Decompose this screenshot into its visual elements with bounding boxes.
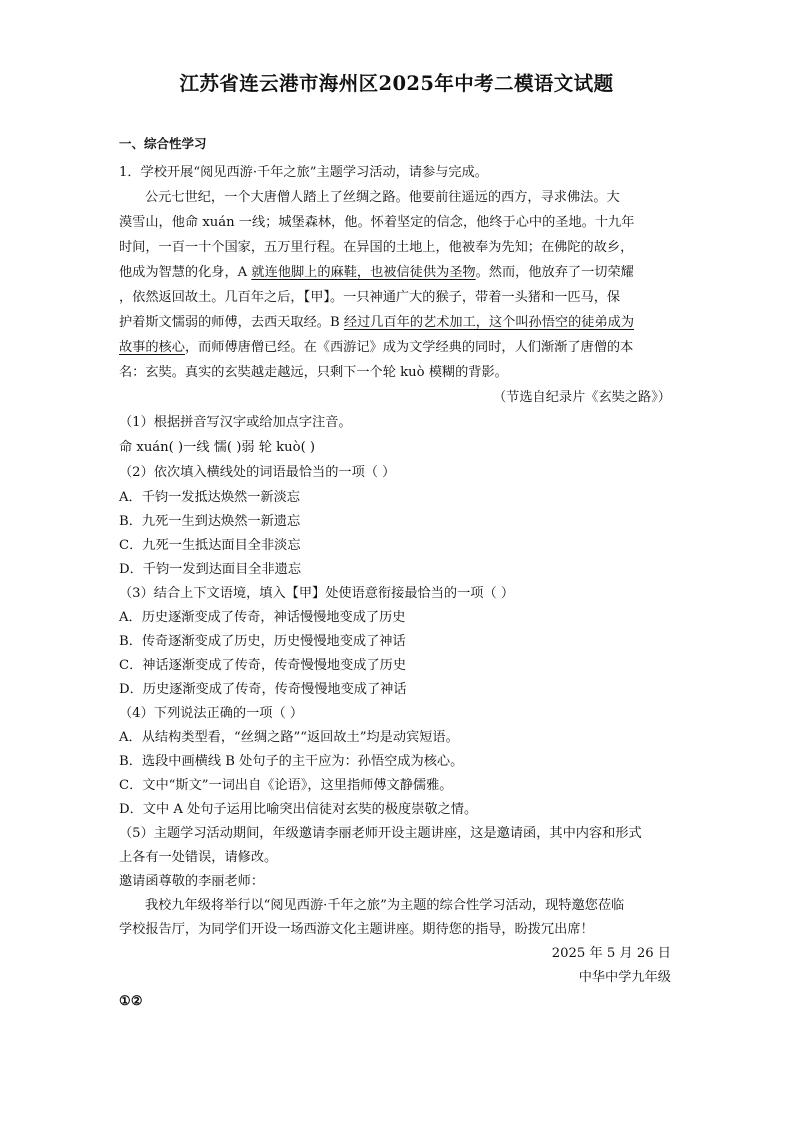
sub2-option-b: B．九死一生到达焕然一新遗忘 bbox=[119, 514, 301, 529]
invitation-body-line-1: 我校九年级将举行以“阅见西游·千年之旅”为主题的综合性学习活动，现特邀您莅临 bbox=[145, 898, 625, 913]
sub-question-1: （1）根据拼音写汉字或给加点字注音。 bbox=[119, 415, 352, 430]
sub2-option-d: D．千钧一发到达面目全非遗忘 bbox=[119, 562, 302, 577]
passage-source: （节选自纪录片《玄奘之路》） bbox=[492, 390, 671, 405]
invitation-body-line-2: 学校报告厅，为同学们开设一场西游文化主题讲座。期待您的指导，盼拨冗出席！ bbox=[119, 922, 594, 937]
passage-line-1: 公元七世纪，一个大唐僧人踏上了丝绸之路。他要前往遥远的西方，寻求佛法。大 bbox=[145, 190, 620, 205]
passage-line-5: ，依然返回故土。几百年之后，【甲】。一只神通广大的猴子，带着一头猪和一匹马，保 bbox=[119, 290, 621, 305]
section-heading: 一、综合性学习 bbox=[119, 136, 207, 151]
invitation-date: 2025 年 5 月 26 日 bbox=[551, 946, 671, 961]
sub3-option-a: A．历史逐渐变成了传奇，神话慢慢地变成了历史 bbox=[119, 610, 406, 625]
sub3-option-b: B．传奇逐渐变成了历史，历史慢慢地变成了神话 bbox=[119, 634, 406, 649]
passage-line-4 bbox=[119, 265, 634, 281]
passage-line-6 bbox=[119, 315, 634, 331]
sub3-option-c: C．神话逐渐变成了传奇，传奇慢慢地变成了历史 bbox=[119, 658, 407, 673]
passage-line-2: 漠雪山，他命 xuán 一线；城堡森林，他。怀着坚定的信念，他终于心中的圣地。十九年 bbox=[119, 215, 635, 230]
answer-marks: ①② bbox=[119, 994, 143, 1009]
underlined-sentence-b-end: 故事的核心 bbox=[119, 340, 185, 355]
sub-question-5-line-2: 上各有一处错误，请修改。 bbox=[119, 850, 278, 865]
sub4-option-a: A．从结构类型看，“丝绸之路”“返回故土”均是动宾短语。 bbox=[119, 730, 459, 745]
passage-line-3: 时间，一百一十个国家，五万里行程。在异国的土地上，他被奉为先知；在佛陀的故乡， bbox=[119, 240, 634, 255]
passage-line-7-b: ，而师傅唐僧已经。在《西游记》成为文学经典的同时，人们渐渐了唐僧的本 bbox=[184, 340, 634, 355]
invitation-signer: 中华中学九年级 bbox=[578, 970, 671, 985]
sub-question-5-line-1: （5）主题学习活动期间，年级邀请李丽老师开设主题讲座，这是邀请函，其中内容和形式 bbox=[119, 826, 642, 841]
sub4-option-b: B．选段中画横线 B 处句子的主干应为：孙悟空成为核心。 bbox=[119, 754, 464, 769]
invitation-greeting: 邀请函尊敬的李丽老师： bbox=[119, 874, 265, 889]
sub-question-2: （2）依次填入横线处的词语最恰当的一项（ ） bbox=[119, 465, 396, 480]
pinyin-fill-line: 命 xuán( )一线 懦( )弱 轮 kuò( ) bbox=[119, 440, 316, 455]
passage-line-6-a: 护着斯文懦弱的师傅，去西天取经。B bbox=[119, 315, 344, 330]
passage-line-8: 名：玄奘。真实的玄奘越走越远，只剩下一个轮 kuò 模糊的背影。 bbox=[119, 365, 508, 380]
underlined-sentence-a: 就连他脚上的麻鞋，也被信徒供为圣物 bbox=[251, 265, 476, 280]
page-title: 江苏省连云港市海州区2025年中考二模语文试题 bbox=[179, 72, 614, 95]
sub4-option-d: D．文中 A 处句子运用比喻突出信徒对玄奘的极度崇敬之情。 bbox=[119, 802, 478, 817]
sub2-option-a: A．千钧一发抵达焕然一新淡忘 bbox=[119, 490, 300, 505]
passage-line-4-a: 他成为智慧的化身，A bbox=[119, 265, 252, 280]
sub-question-4: （4）下列说法正确的一项（ ） bbox=[119, 706, 304, 721]
underlined-sentence-b: 经过几百年的艺术加工，这个叫孙悟空的徒弟成为 bbox=[343, 315, 635, 330]
question-1-prompt: 1．学校开展“阅见西游·千年之旅”主题学习活动，请参与完成。 bbox=[119, 165, 488, 180]
passage-line-4-b: 。然而，他放弃了一切荣耀 bbox=[475, 265, 634, 280]
sub4-option-c: C．文中“斯文”一词出自《论语》，这里指师傅文静儒雅。 bbox=[119, 778, 453, 793]
passage-line-7 bbox=[119, 340, 633, 356]
sub3-option-d: D．历史逐渐变成了传奇，传奇慢慢地变成了神话 bbox=[119, 682, 407, 697]
sub-question-3: （3）结合上下文语境，填入【甲】处使语意衔接最恰当的一项（ ） bbox=[119, 586, 515, 601]
sub2-option-c: C．九死一生抵达面目全非淡忘 bbox=[119, 538, 301, 553]
